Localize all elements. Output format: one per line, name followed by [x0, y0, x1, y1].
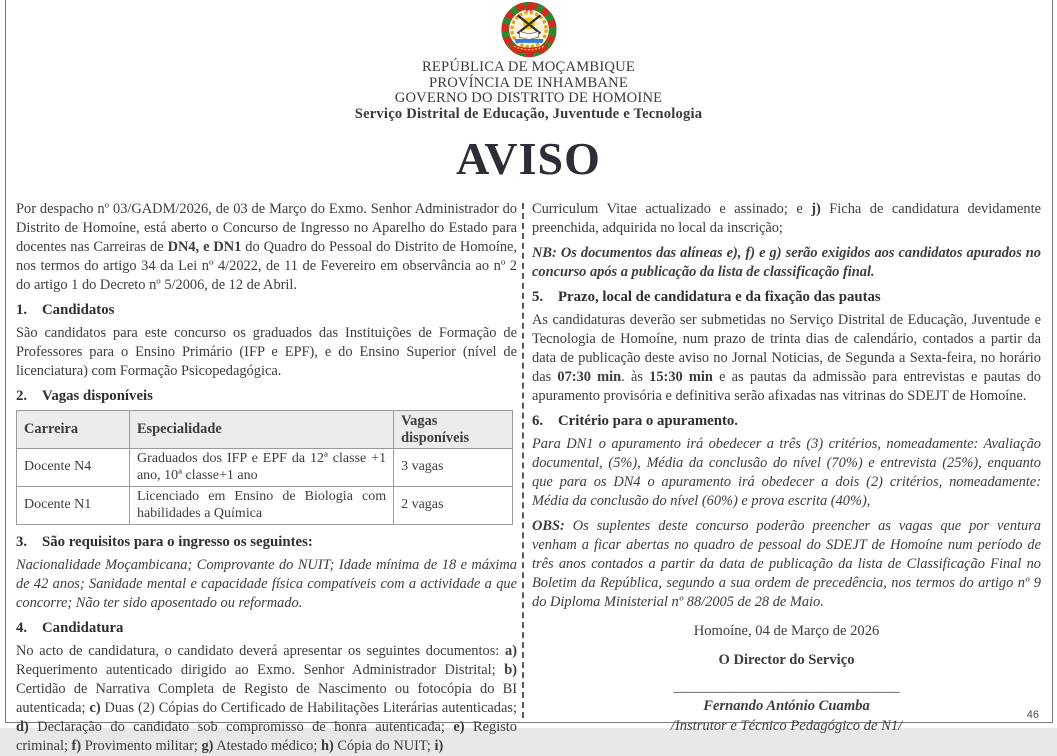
section-4-heading	[16, 619, 517, 637]
cell-vagas: 2 vagas	[394, 487, 513, 525]
section-3-heading	[16, 533, 517, 551]
column-divider	[522, 203, 524, 718]
section-1-number: 1.	[16, 302, 28, 318]
cell-especialidade: Graduados dos IFP e EPF da 12ª classe +1 ano, 10ª classe+1 ano	[129, 449, 393, 487]
mozambique-emblem-icon	[498, 2, 560, 59]
cell-carreira: Docente N1	[17, 487, 130, 525]
section-4-number: 4.	[16, 620, 28, 636]
section-6-heading	[532, 412, 1041, 430]
left-column	[16, 200, 517, 754]
dateline: Homoíne, 04 de Março de 2026	[693, 623, 880, 639]
signatory-role: /Instrutor e Técnico Pedagógico de N1/	[670, 718, 903, 734]
cell-vagas: 3 vagas	[394, 449, 513, 487]
nb-note: NB: Os documentos das alíneas e), f) e g) serão exigidos aos candidatos apurados no concurso após a publicação da lista de classificação final.	[532, 245, 1041, 280]
table-row	[17, 449, 513, 487]
vacancies-table	[16, 410, 513, 525]
section-3-number: 3.	[16, 534, 28, 550]
column-header-especialidade: Especialidade	[129, 411, 393, 449]
header-line-service: Serviço Distrital de Educação, Juventude e Tecnologia	[354, 105, 703, 122]
cell-especialidade: Licenciado em Ensino de Biologia com habilidades a Química	[129, 487, 393, 525]
section-5-paragraph: As candidaturas deverão ser submetidas no Serviço Distrital de Educação, Juventude e Tecnologia de Homoíne, num prazo de trinta dias de calendário, contados a partir da data de publicação deste aviso no Jornal Noticias, de Segunda a Sexta-feira, no horário das 07:30 min. às 15:30 min e as pautas da admissão para entrevistas e pautas do apuramento provisória e definitiva serão afixadas nas vitrinas do SDEJT de Homoíne.	[532, 312, 1041, 404]
section-1-heading	[16, 301, 517, 319]
signature-line: _______________________________	[673, 679, 900, 695]
header-line-government: GOVERNO DO DISTRITO DE HOMOINE	[394, 90, 663, 107]
table-row	[17, 487, 513, 525]
document-header	[0, 0, 1057, 183]
signatory-title: O Director do Serviço	[718, 652, 855, 668]
section-6-title: Critério para o apuramento.	[558, 413, 738, 429]
page-title: AVISO	[456, 133, 601, 185]
continuation-paragraph: Curriculum Vitae actualizado e assinado; e j) Ficha de candidatura devidamente preenchida, adquirida no local da inscrição;	[532, 201, 1041, 236]
section-2-number: 2.	[16, 388, 28, 404]
column-header-vagas: Vagas disponíveis	[394, 411, 513, 449]
signatory-name: Fernando António Cuamba	[703, 698, 870, 714]
section-1-paragraph: São candidatos para este concurso os graduados das Instituições de Formação de Professores para o Ensino Primário (IFP e EPF), e do Ensino Superior (nível de licenciatura) com Formação Psicopedagógica.	[16, 325, 517, 379]
section-3-paragraph: Nacionalidade Moçambicana; Comprovante do NUIT; Idade mínima de 18 e máxima de 42 anos; Sanidade mental e capacidade física compatíveis com a actividade a que concorre; Não ter sido aposentado ou reformado.	[16, 557, 517, 611]
section-2-title: Vagas disponíveis	[42, 388, 153, 404]
section-5-number: 5.	[532, 289, 544, 305]
section-5-heading	[532, 288, 1041, 306]
cell-carreira: Docente N4	[17, 449, 130, 487]
section-4-title: Candidatura	[42, 620, 124, 636]
page-number: 46	[1026, 709, 1039, 721]
obs-note: OBS: Os suplentes deste concurso poderão preencher as vagas que por ventura venham a ficar abertas no quadro de pessoal do SDEJT de Homoíne num período de três anos contados a partir da data de publicação da lista de Classificação Final no Boletim da República, segundo a sua ordem de precedência, nos termos do artigo nº 9 do Diploma Ministerial nº 88/2005 de 28 de Maio.	[532, 518, 1041, 610]
right-column	[532, 200, 1041, 734]
section-2-heading	[16, 387, 517, 405]
intro-paragraph: Por despacho nº 03/GADM/2026, de 03 de Março do Exmo. Senhor Administrador do Distrito de Homoíne, está aberto o Concurso de Ingresso no Aparelho do Estado para docentes nas Carreiras de DN4, e DN1 do Quadro do Pessoal do Distrito de Homoíne, nos termos do artigo 34 da Lei nº 4/2022, de 11 de Fevereiro em observância ao nº 2 do artigo 1 do Decreto nº 5/2006, de 12 de Abril.	[16, 201, 517, 293]
section-5-title: Prazo, local de candidatura e da fixação das pautas	[558, 289, 881, 305]
header-line-province: PROVÍNCIA DE INHAMBANE	[429, 74, 628, 91]
section-3-title: São requisitos para o ingresso os seguintes:	[42, 534, 313, 550]
table-header-row	[17, 411, 513, 449]
section-6-number: 6.	[532, 413, 544, 429]
section-6-paragraph: Para DN1 o apuramento irá obedecer a três (3) critérios, nomeadamente: Avaliação documental, (5%), Média da conclusão do nível (70%) e entrevista (25%), enquanto que para os DN4 o apuramento irá obedecer a dois (2) critérios, nomeadamente: Média da conclusão do nível (60%) e prova escrita (40%),	[532, 436, 1041, 509]
section-4-paragraph: No acto de candidatura, o candidato deverá apresentar os seguintes documentos: a) Requerimento autenticado dirigido ao Exmo. Senhor Administrador Distrital; b) Certidão de Narrativa Completa de Registo de Nascimento ou fotocópia do BI autenticada; c) Duas (2) Cópias do Certificado de Habilitações Literárias autenticadas; d) Declaração do candidato sob compromisso de honra autenticada; e) Registo criminal; f) Provimento militar; g) Atestado médico; h) Cópia do NUIT; i)	[16, 643, 517, 754]
section-1-title: Candidatos	[42, 302, 115, 318]
column-header-carreira: Carreira	[17, 411, 130, 449]
header-line-republic: REPÚBLICA DE MOÇAMBIQUE	[422, 59, 635, 75]
